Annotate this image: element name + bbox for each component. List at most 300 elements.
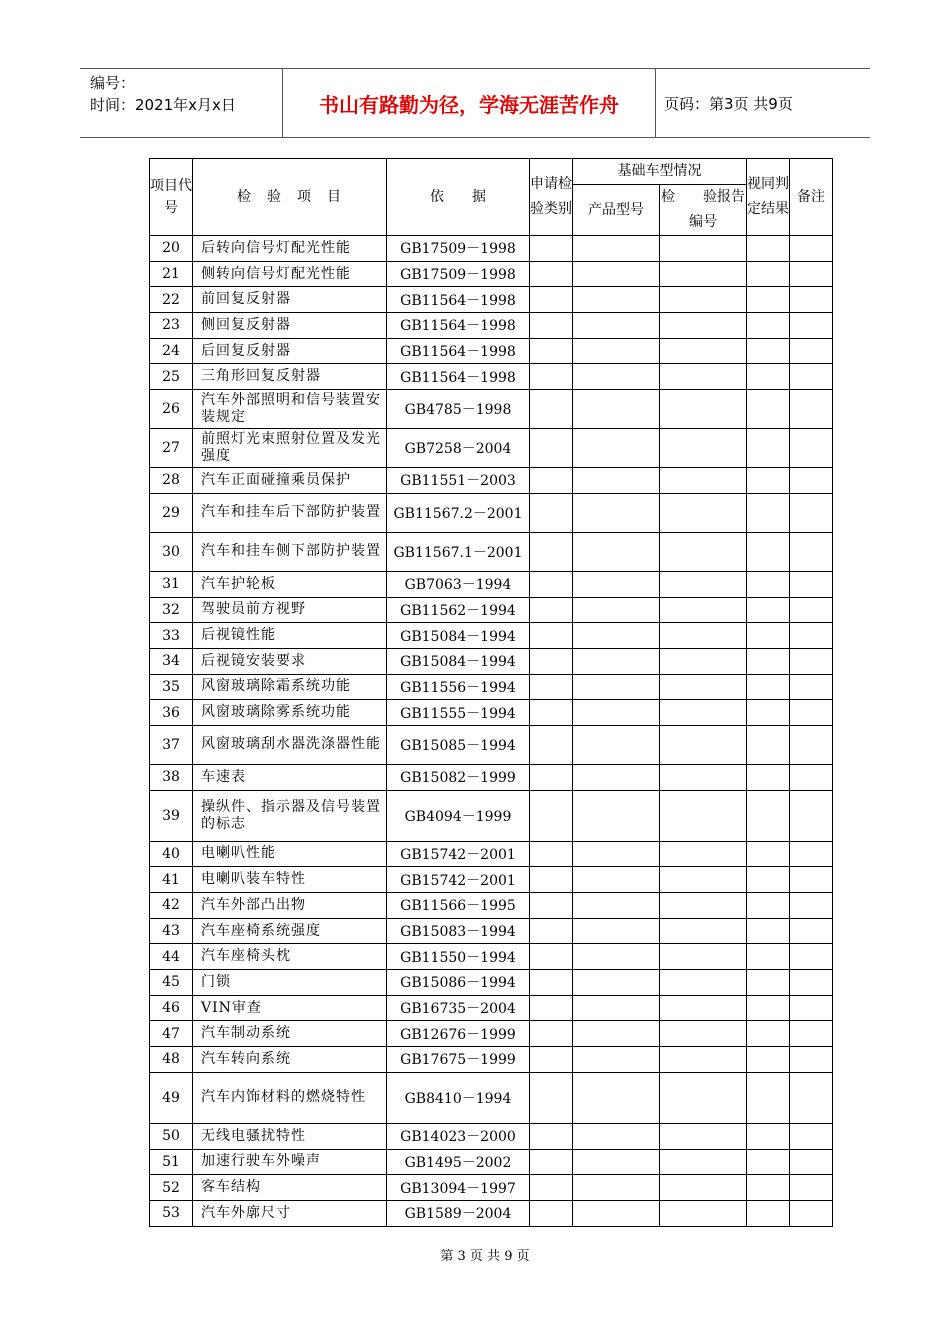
row-product-model <box>573 313 660 339</box>
row-code: 30 <box>150 532 193 571</box>
row-report-no <box>660 364 747 390</box>
row-basis: GB15086－1994 <box>387 970 530 996</box>
row-report-no <box>660 287 747 313</box>
table-row <box>150 841 833 867</box>
table-row <box>150 1021 833 1047</box>
row-apply-type <box>530 313 573 339</box>
table-row <box>150 867 833 893</box>
row-item: 汽车和挂车后下部防护装置 <box>193 493 387 532</box>
row-product-model <box>573 995 660 1021</box>
row-code: 53 <box>150 1200 193 1226</box>
row-product-model <box>573 867 660 893</box>
row-remark <box>790 468 833 494</box>
row-deemed <box>747 287 790 313</box>
row-report-no <box>660 1123 747 1149</box>
row-code: 45 <box>150 970 193 996</box>
header-apply-type: 申请检验类别 <box>530 159 573 236</box>
row-report-no <box>660 1021 747 1047</box>
row-apply-type <box>530 532 573 571</box>
row-item: 汽车护轮板 <box>193 571 387 597</box>
row-deemed <box>747 338 790 364</box>
row-apply-type <box>530 867 573 893</box>
header-product-model: 产品型号 <box>573 185 660 236</box>
row-basis: GB17509－1998 <box>387 236 530 262</box>
row-deemed <box>747 390 790 429</box>
row-remark <box>790 623 833 649</box>
row-item: 电喇叭性能 <box>193 841 387 867</box>
row-code: 20 <box>150 236 193 262</box>
page-header <box>80 68 870 138</box>
row-code: 26 <box>150 390 193 429</box>
row-deemed <box>747 597 790 623</box>
row-item: 汽车转向系统 <box>193 1047 387 1073</box>
row-code: 23 <box>150 313 193 339</box>
table-row <box>150 338 833 364</box>
row-product-model <box>573 364 660 390</box>
row-basis: GB14023－2000 <box>387 1123 530 1149</box>
row-item: 侧回复反射器 <box>193 313 387 339</box>
row-basis: GB11564－1998 <box>387 287 530 313</box>
row-apply-type <box>530 725 573 764</box>
row-basis: GB16735－2004 <box>387 995 530 1021</box>
row-apply-type <box>530 429 573 468</box>
row-basis: GB13094－1997 <box>387 1175 530 1201</box>
row-report-no <box>660 493 747 532</box>
row-item: 汽车正面碰撞乘员保护 <box>193 468 387 494</box>
row-report-no <box>660 674 747 700</box>
row-deemed <box>747 700 790 726</box>
row-deemed <box>747 944 790 970</box>
table-row <box>150 623 833 649</box>
table-row <box>150 1047 833 1073</box>
row-code: 34 <box>150 648 193 674</box>
row-report-no <box>660 1047 747 1073</box>
row-deemed <box>747 764 790 790</box>
table-row <box>150 790 833 841</box>
row-report-no <box>660 468 747 494</box>
row-apply-type <box>530 1149 573 1175</box>
row-remark <box>790 532 833 571</box>
row-basis: GB7063－1994 <box>387 571 530 597</box>
motto: 书山有路勤为径，学海无涯苦作舟 <box>282 69 656 137</box>
row-item: 无线电骚扰特性 <box>193 1123 387 1149</box>
row-item: 汽车座椅头枕 <box>193 944 387 970</box>
row-apply-type <box>530 468 573 494</box>
row-report-no <box>660 893 747 919</box>
row-deemed <box>747 1175 790 1201</box>
row-remark <box>790 995 833 1021</box>
row-product-model <box>573 338 660 364</box>
row-remark <box>790 700 833 726</box>
row-remark <box>790 1200 833 1226</box>
table-row <box>150 944 833 970</box>
table-row <box>150 1175 833 1201</box>
row-item: 汽车内饰材料的燃烧特性 <box>193 1072 387 1123</box>
number-label: 编号： <box>90 74 136 92</box>
row-product-model <box>573 1021 660 1047</box>
row-product-model <box>573 725 660 764</box>
row-apply-type <box>530 918 573 944</box>
table-row <box>150 1072 833 1123</box>
row-remark <box>790 390 833 429</box>
row-apply-type <box>530 841 573 867</box>
row-remark <box>790 236 833 262</box>
row-apply-type <box>530 700 573 726</box>
row-item: 加速行驶车外噪声 <box>193 1149 387 1175</box>
row-product-model <box>573 493 660 532</box>
row-item: 三角形回复反射器 <box>193 364 387 390</box>
header-report-no: 检 验报告编号 <box>660 185 747 236</box>
row-remark <box>790 918 833 944</box>
row-apply-type <box>530 648 573 674</box>
row-product-model <box>573 390 660 429</box>
row-remark <box>790 1123 833 1149</box>
row-report-no <box>660 1072 747 1123</box>
row-basis: GB11567.1－2001 <box>387 532 530 571</box>
table-row <box>150 390 833 429</box>
table-row <box>150 532 833 571</box>
table-row <box>150 970 833 996</box>
row-code: 43 <box>150 918 193 944</box>
row-deemed <box>747 970 790 996</box>
row-report-no <box>660 1149 747 1175</box>
row-item: 汽车外部照明和信号装置安装规定 <box>193 390 387 429</box>
row-product-model <box>573 623 660 649</box>
row-deemed <box>747 429 790 468</box>
row-deemed <box>747 867 790 893</box>
row-deemed <box>747 648 790 674</box>
row-code: 47 <box>150 1021 193 1047</box>
row-report-no <box>660 970 747 996</box>
row-product-model <box>573 648 660 674</box>
date-label: 时间：2021年x月x日 <box>90 96 236 114</box>
page-footer: 第 3 页 共 9 页 <box>440 1249 530 1264</box>
row-product-model <box>573 236 660 262</box>
row-product-model <box>573 918 660 944</box>
row-basis: GB17509－1998 <box>387 261 530 287</box>
row-product-model <box>573 571 660 597</box>
row-deemed <box>747 1149 790 1175</box>
row-deemed <box>747 493 790 532</box>
row-code: 38 <box>150 764 193 790</box>
header-item-code: 项目代号 <box>150 159 193 236</box>
row-deemed <box>747 1072 790 1123</box>
row-deemed <box>747 571 790 597</box>
row-deemed <box>747 674 790 700</box>
row-remark <box>790 1175 833 1201</box>
row-report-no <box>660 597 747 623</box>
row-code: 48 <box>150 1047 193 1073</box>
row-apply-type <box>530 1047 573 1073</box>
row-code: 32 <box>150 597 193 623</box>
row-deemed <box>747 790 790 841</box>
row-basis: GB11550－1994 <box>387 944 530 970</box>
row-item: 驾驶员前方视野 <box>193 597 387 623</box>
row-code: 24 <box>150 338 193 364</box>
row-apply-type <box>530 261 573 287</box>
row-product-model <box>573 468 660 494</box>
row-report-no <box>660 338 747 364</box>
row-basis: GB7258－2004 <box>387 429 530 468</box>
row-report-no <box>660 918 747 944</box>
row-basis: GB11551－2003 <box>387 468 530 494</box>
row-report-no <box>660 261 747 287</box>
table-row <box>150 893 833 919</box>
row-remark <box>790 338 833 364</box>
table-row <box>150 725 833 764</box>
row-report-no <box>660 623 747 649</box>
row-remark <box>790 261 833 287</box>
row-item: 门锁 <box>193 970 387 996</box>
row-remark <box>790 1072 833 1123</box>
row-report-no <box>660 841 747 867</box>
row-product-model <box>573 790 660 841</box>
row-product-model <box>573 944 660 970</box>
row-item: 前回复反射器 <box>193 287 387 313</box>
row-code: 29 <box>150 493 193 532</box>
row-deemed <box>747 532 790 571</box>
row-product-model <box>573 674 660 700</box>
row-deemed <box>747 623 790 649</box>
row-apply-type <box>530 1200 573 1226</box>
row-code: 52 <box>150 1175 193 1201</box>
row-basis: GB11556－1994 <box>387 674 530 700</box>
row-basis: GB1589－2004 <box>387 1200 530 1226</box>
header-base-vehicle: 基础车型情况 <box>573 159 747 185</box>
row-basis: GB1495－2002 <box>387 1149 530 1175</box>
row-remark <box>790 790 833 841</box>
row-report-no <box>660 571 747 597</box>
row-apply-type <box>530 571 573 597</box>
row-deemed <box>747 893 790 919</box>
row-item: 前照灯光束照射位置及发光强度 <box>193 429 387 468</box>
row-remark <box>790 725 833 764</box>
row-code: 46 <box>150 995 193 1021</box>
row-item: 侧转向信号灯配光性能 <box>193 261 387 287</box>
row-product-model <box>573 893 660 919</box>
row-apply-type <box>530 944 573 970</box>
table-row <box>150 468 833 494</box>
row-remark <box>790 597 833 623</box>
row-deemed <box>747 468 790 494</box>
row-remark <box>790 648 833 674</box>
row-apply-type <box>530 1021 573 1047</box>
row-apply-type <box>530 390 573 429</box>
row-remark <box>790 364 833 390</box>
page-label: 页码：第3页 共9页 <box>664 94 793 113</box>
row-remark <box>790 841 833 867</box>
row-basis: GB11567.2－2001 <box>387 493 530 532</box>
row-item: 风窗玻璃除雾系统功能 <box>193 700 387 726</box>
row-code: 25 <box>150 364 193 390</box>
row-code: 44 <box>150 944 193 970</box>
row-remark <box>790 1047 833 1073</box>
row-report-no <box>660 995 747 1021</box>
row-code: 42 <box>150 893 193 919</box>
row-basis: GB11564－1998 <box>387 313 530 339</box>
row-apply-type <box>530 995 573 1021</box>
table-row <box>150 313 833 339</box>
row-basis: GB11562－1994 <box>387 597 530 623</box>
header-item: 检 验 项 目 <box>193 159 387 236</box>
row-deemed <box>747 918 790 944</box>
row-product-model <box>573 700 660 726</box>
row-basis: GB11564－1998 <box>387 338 530 364</box>
table-row <box>150 1200 833 1226</box>
row-remark <box>790 287 833 313</box>
row-apply-type <box>530 236 573 262</box>
row-item: 汽车和挂车侧下部防护装置 <box>193 532 387 571</box>
row-remark <box>790 970 833 996</box>
row-remark <box>790 571 833 597</box>
row-code: 21 <box>150 261 193 287</box>
row-item: 汽车外廓尺寸 <box>193 1200 387 1226</box>
row-remark <box>790 893 833 919</box>
row-item: 风窗玻璃除霜系统功能 <box>193 674 387 700</box>
row-remark <box>790 493 833 532</box>
row-product-model <box>573 841 660 867</box>
row-deemed <box>747 236 790 262</box>
row-report-no <box>660 313 747 339</box>
row-item: 后转向信号灯配光性能 <box>193 236 387 262</box>
row-product-model <box>573 532 660 571</box>
table-row <box>150 261 833 287</box>
row-basis: GB17675－1999 <box>387 1047 530 1073</box>
table-row <box>150 236 833 262</box>
row-report-no <box>660 390 747 429</box>
row-deemed <box>747 261 790 287</box>
table-row <box>150 674 833 700</box>
table-row <box>150 364 833 390</box>
row-basis: GB15085－1994 <box>387 725 530 764</box>
row-deemed <box>747 1200 790 1226</box>
header-basis: 依 据 <box>387 159 530 236</box>
row-item: 后视镜性能 <box>193 623 387 649</box>
row-basis: GB15742－2001 <box>387 841 530 867</box>
row-apply-type <box>530 674 573 700</box>
row-basis: GB15083－1994 <box>387 918 530 944</box>
row-report-no <box>660 944 747 970</box>
table-row <box>150 429 833 468</box>
row-remark <box>790 674 833 700</box>
row-code: 31 <box>150 571 193 597</box>
row-product-model <box>573 597 660 623</box>
row-remark <box>790 764 833 790</box>
table-body <box>150 236 833 1227</box>
row-item: 车速表 <box>193 764 387 790</box>
row-basis: GB4094－1999 <box>387 790 530 841</box>
row-apply-type <box>530 597 573 623</box>
row-item: 汽车制动系统 <box>193 1021 387 1047</box>
row-basis: GB15084－1994 <box>387 623 530 649</box>
row-apply-type <box>530 1072 573 1123</box>
row-code: 49 <box>150 1072 193 1123</box>
row-report-no <box>660 867 747 893</box>
row-code: 50 <box>150 1123 193 1149</box>
row-deemed <box>747 841 790 867</box>
table-row <box>150 493 833 532</box>
row-report-no <box>660 236 747 262</box>
row-code: 28 <box>150 468 193 494</box>
row-item: 后回复反射器 <box>193 338 387 364</box>
row-item: 后视镜安装要求 <box>193 648 387 674</box>
row-report-no <box>660 1175 747 1201</box>
row-product-model <box>573 429 660 468</box>
row-code: 40 <box>150 841 193 867</box>
row-report-no <box>660 700 747 726</box>
row-code: 22 <box>150 287 193 313</box>
table-row <box>150 597 833 623</box>
row-deemed <box>747 1047 790 1073</box>
row-remark <box>790 944 833 970</box>
row-deemed <box>747 364 790 390</box>
row-basis: GB11555－1994 <box>387 700 530 726</box>
row-apply-type <box>530 338 573 364</box>
row-report-no <box>660 429 747 468</box>
row-remark <box>790 313 833 339</box>
row-report-no <box>660 790 747 841</box>
row-deemed <box>747 995 790 1021</box>
row-report-no <box>660 532 747 571</box>
row-item: VIN审查 <box>193 995 387 1021</box>
row-product-model <box>573 1047 660 1073</box>
row-item: 客车结构 <box>193 1175 387 1201</box>
row-apply-type <box>530 493 573 532</box>
table-row <box>150 571 833 597</box>
table-row <box>150 700 833 726</box>
row-basis: GB15084－1994 <box>387 648 530 674</box>
row-code: 37 <box>150 725 193 764</box>
row-apply-type <box>530 970 573 996</box>
row-basis: GB15082－1999 <box>387 764 530 790</box>
row-product-model <box>573 261 660 287</box>
row-report-no <box>660 725 747 764</box>
row-product-model <box>573 1072 660 1123</box>
row-basis: GB15742－2001 <box>387 867 530 893</box>
row-apply-type <box>530 623 573 649</box>
row-apply-type <box>530 893 573 919</box>
row-apply-type <box>530 790 573 841</box>
row-basis: GB4785－1998 <box>387 390 530 429</box>
row-code: 39 <box>150 790 193 841</box>
row-remark <box>790 867 833 893</box>
row-deemed <box>747 725 790 764</box>
row-remark <box>790 1021 833 1047</box>
row-code: 36 <box>150 700 193 726</box>
row-apply-type <box>530 1175 573 1201</box>
row-product-model <box>573 1123 660 1149</box>
row-product-model <box>573 1149 660 1175</box>
row-apply-type <box>530 287 573 313</box>
inspection-table <box>149 158 833 1227</box>
header-deemed: 视同判定结果 <box>747 159 790 236</box>
row-code: 41 <box>150 867 193 893</box>
table-row <box>150 918 833 944</box>
header-remark: 备注 <box>790 159 833 236</box>
row-item: 汽车外部凸出物 <box>193 893 387 919</box>
row-basis: GB11564－1998 <box>387 364 530 390</box>
row-apply-type <box>530 764 573 790</box>
row-remark <box>790 429 833 468</box>
table-row <box>150 995 833 1021</box>
row-item: 风窗玻璃刮水器洗涤器性能 <box>193 725 387 764</box>
row-item: 汽车座椅系统强度 <box>193 918 387 944</box>
table-row <box>150 1123 833 1149</box>
row-deemed <box>747 1123 790 1149</box>
row-code: 27 <box>150 429 193 468</box>
row-product-model <box>573 1175 660 1201</box>
row-apply-type <box>530 1123 573 1149</box>
